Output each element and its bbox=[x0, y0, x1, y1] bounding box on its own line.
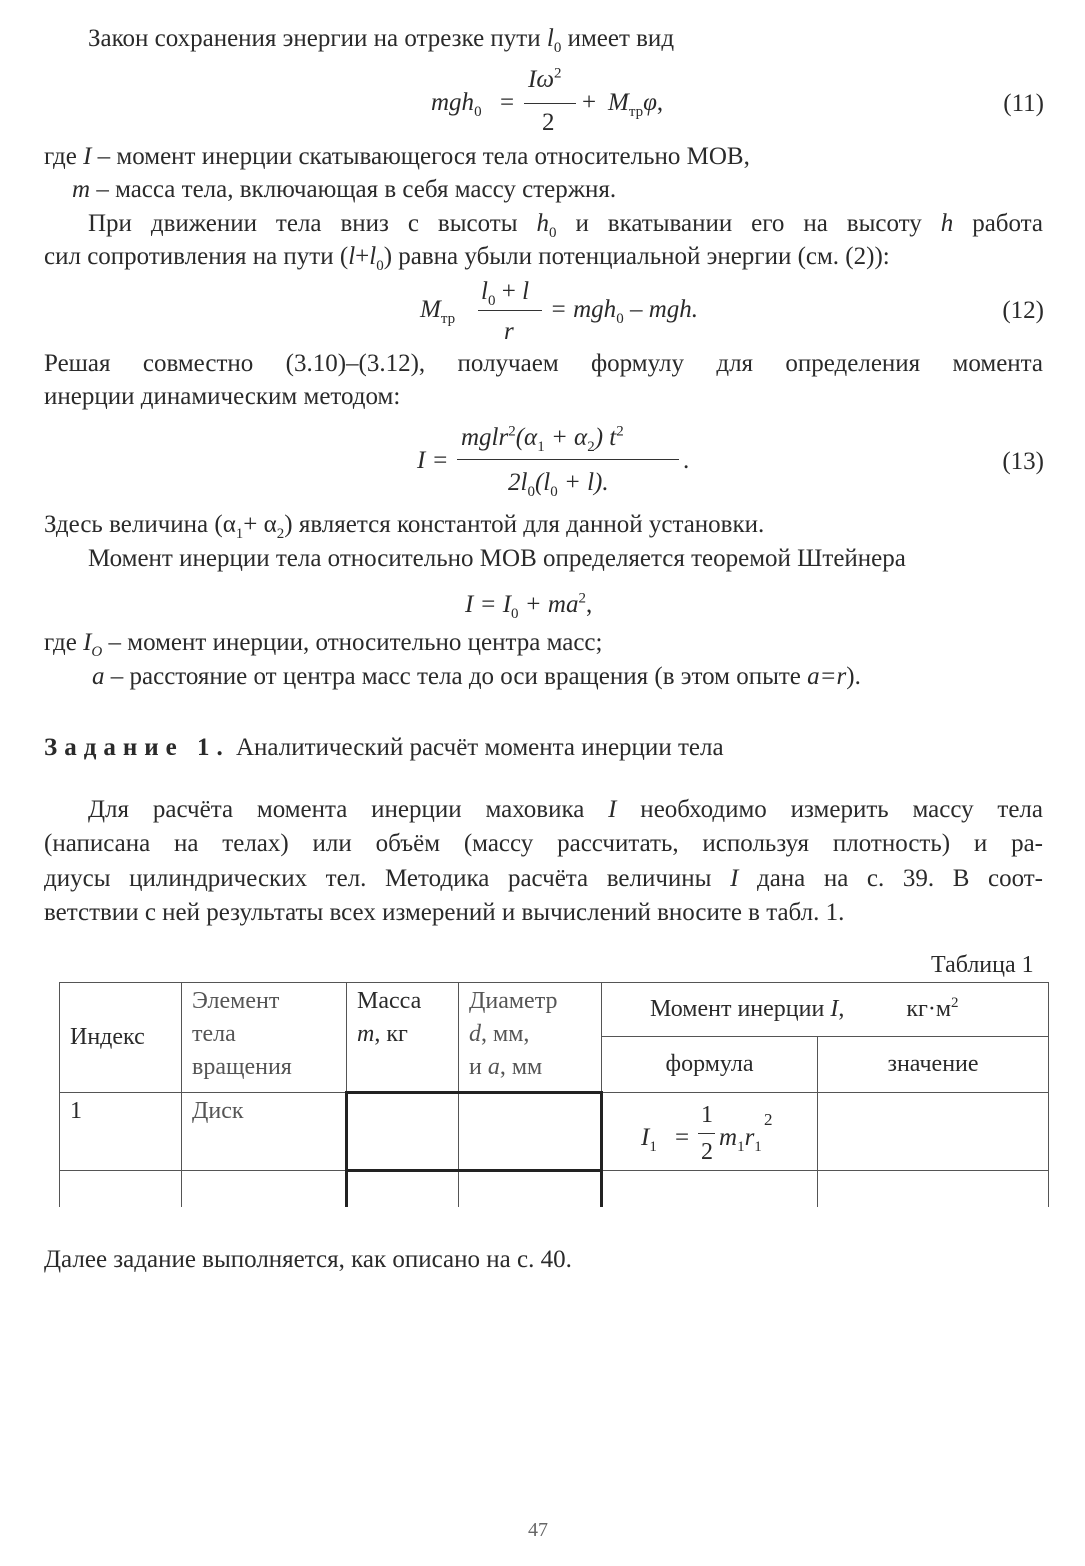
definition-m: m – масса тела, включающая в себя массу стержня. bbox=[72, 176, 617, 203]
cell-element: Диск bbox=[182, 1093, 347, 1171]
paragraph-6-line-4: ветствии с ней результаты всех измерений и вычислений вносите в табл. 1. bbox=[44, 899, 845, 926]
paragraph-6-line-1: Для расчёта момента инерции маховика I необходимо измерить массу тела bbox=[88, 796, 1044, 823]
paragraph-6-line-3: диусы цилиндрических тел. Методика расчёта величины I дана на с. 39. В соот- bbox=[44, 865, 1043, 892]
intro-line: Закон сохранения энергии на отрезке пути $l_0$ имеет вид bbox=[88, 25, 675, 56]
equation-number: (13) bbox=[1002, 448, 1044, 475]
header-element: Элемент тела вращения bbox=[182, 983, 347, 1093]
steiner-formula: $I = I_0 + ma^2$, bbox=[465, 590, 593, 622]
task-heading: Задание 1. Аналитический расчёт момента инерции тела bbox=[44, 734, 724, 761]
table-row bbox=[60, 1093, 1049, 1171]
constant-note: Здесь величина $(\alpha_1+ \alpha_2)$ является константой для данной установки. bbox=[44, 511, 765, 542]
steiner-intro: Момент инерции тела относительно МОВ определяется теоремой Штейнера bbox=[88, 545, 906, 572]
header-formula: формула bbox=[602, 1037, 818, 1093]
definition-I: где I – момент инерции скатывающегося тела относительно МОВ, bbox=[44, 143, 750, 170]
header-mass: Масса m, кг bbox=[347, 983, 459, 1093]
table-1 bbox=[59, 982, 1049, 1207]
cell-formula: $I_1$ = 1 2 $m_1r_1$ 2 bbox=[602, 1093, 818, 1171]
cell-diameter-empty bbox=[459, 1093, 602, 1171]
cell-value-empty bbox=[818, 1093, 1049, 1171]
page-number: 47 bbox=[528, 1519, 548, 1541]
cell-index: 1 bbox=[60, 1093, 182, 1171]
table-row bbox=[60, 1171, 1049, 1207]
equation-number: (11) bbox=[1003, 90, 1044, 117]
definition-a: a – расстояние от центра масс тела до оси вращения (в этом опыте a=r). bbox=[92, 663, 861, 690]
table-header-row bbox=[60, 983, 1049, 1037]
definition-I0: где $I_O$ – момент инерции, относительно центра масс; bbox=[44, 629, 603, 660]
paragraph-6-line-2: (написана на телах) или объём (массу рассчитать, используя плотность) и ра- bbox=[44, 830, 1043, 857]
equation-number: (12) bbox=[1002, 297, 1044, 324]
closing-note: Далее задание выполняется, как описано на с. 40. bbox=[44, 1246, 572, 1273]
paragraph-2-line-1: При движении тела вниз с высоты $h_0$ и вкатывании его на высоту h работа bbox=[88, 210, 1044, 241]
paragraph-3-line-1: Решая совместно (3.10)–(3.12), получаем формулу для определения момента bbox=[44, 350, 1043, 377]
paragraph-3-line-2: инерции динамическим методом: bbox=[44, 383, 401, 410]
cell-mass-empty bbox=[347, 1093, 459, 1171]
header-index: Индекс bbox=[60, 983, 182, 1093]
header-diameter: Диаметр d, мм, и a, мм bbox=[459, 983, 602, 1093]
header-moment: Момент инерции I, $кг\cdot м^2$ bbox=[602, 983, 1049, 1037]
header-value: значение bbox=[818, 1037, 1049, 1093]
paragraph-2-line-2: сил сопротивления на пути $(l+l_0)$ равна убыли потенциальной энергии (см. (2)): bbox=[44, 243, 890, 274]
table-caption: Таблица 1 bbox=[931, 952, 1034, 978]
